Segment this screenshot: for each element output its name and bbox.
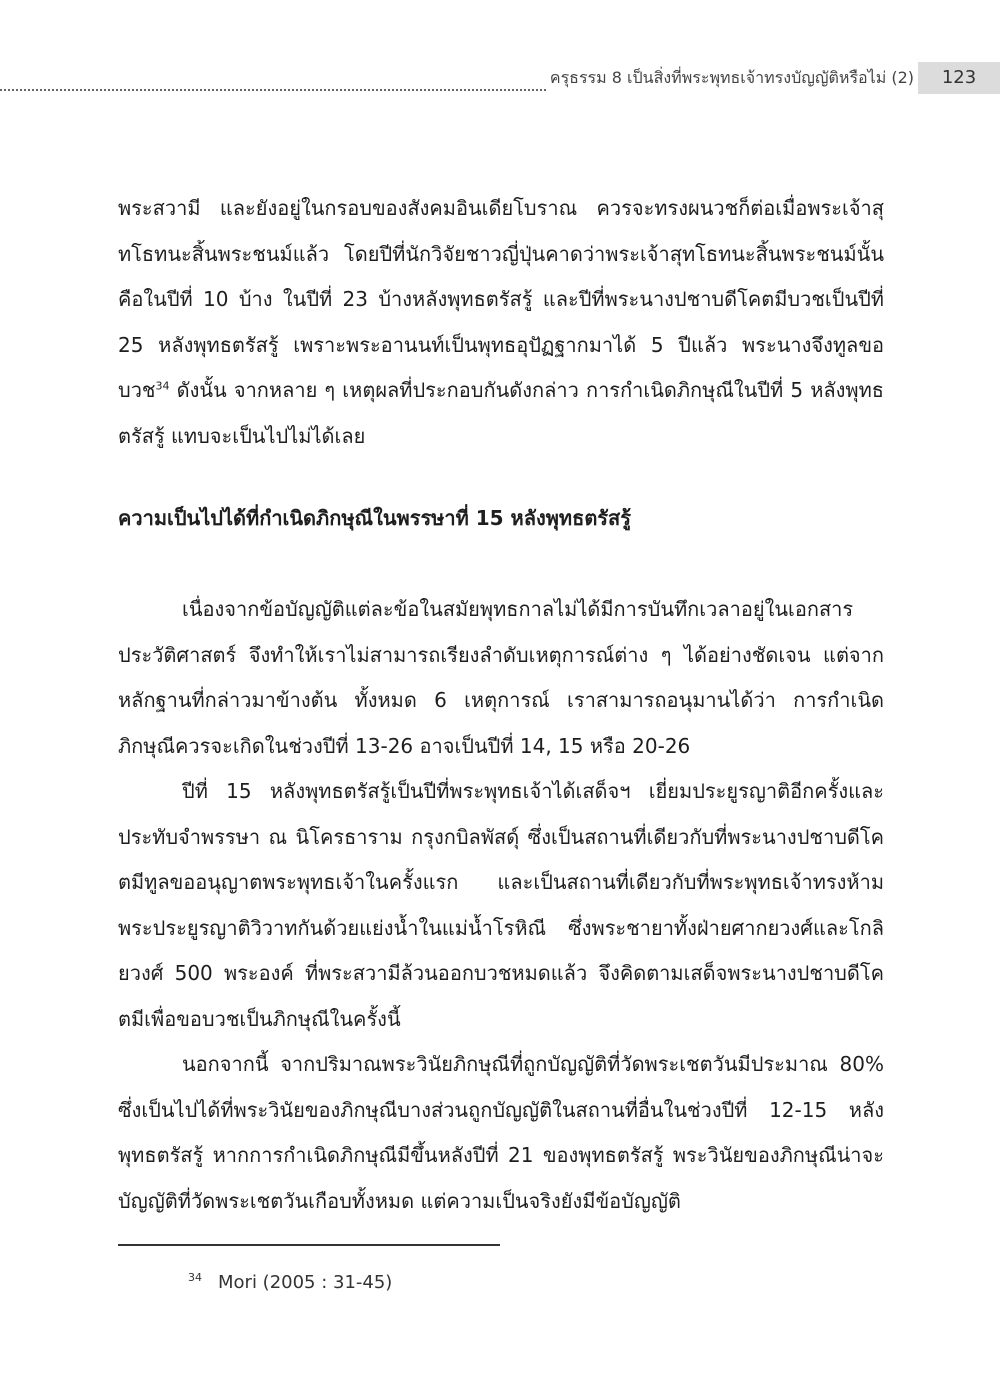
continuation-text-start: พระสวามี และยังอยู่ในกรอบของสังคมอินเดียโบราณ ควรจะทรงผนวชก็ต่อเมื่อพระเจ้าสุทโธทนะสิ้นพระชนม์แล้ว โดยปีที่นักวิจัยชาวญี่ปุ่นคาดว่าพระเจ้าสุทโธทนะสิ้นพระชนม์นั้นคือในปีที่ 10 บ้าง ในปีที่ 23 บ้างหลังพุทธตรัสรู้ และปีที่พระนางปชาบดีโคตมีบวชเป็นปีที่ 25 หลังพุทธตรัสรู้ เพราะพระอานนท์เป็นพุทธอุปัฏฐากมาได้ 5 ปีแล้ว พระนางจึงทูลขอบวช <box>118 196 884 402</box>
continuation-paragraph <box>118 186 884 459</box>
continuation-text-end: ดังนั้น จากหลาย ๆ เหตุผลที่ประกอบกันดังกล่าว การกำเนิดภิกษุณีในปีที่ 5 หลังพุทธตรัสรู้ แทบจะเป็นไปไม่ได้เลย <box>118 378 884 448</box>
section-heading: ความเป็นไปได้ที่กำเนิดภิกษุณีในพรรษาที่ 15 หลังพุทธตรัสรู้ <box>118 506 631 530</box>
body-paragraph-2: ปีที่ 15 หลังพุทธตรัสรู้เป็นปีที่พระพุทธเจ้าได้เสด็จฯ เยี่ยมประยูรญาติอีกครั้งและประทับจำพรรษา ณ นิโครธาราม กรุงกบิลพัสดุ์ ซึ่งเป็นสถานที่เดียวกับที่พระนางปชาบดีโคตมีทูลขออนุญาตพระพุทธเจ้าในครั้งแรก และเป็นสถานที่เดียวกับที่พระพุทธเจ้าทรงห้ามพระประยูรญาติวิวาทกันด้วยแย่งน้ำในแม่น้ำโรหิณี ซึ่งพระชายาทั้งฝ่ายศากยวงศ์และโกลิยวงศ์ 500 พระองค์ ที่พระสวามีล้วนออกบวชหมดแล้ว จึงคิดตามเสด็จพระนางปชาบดีโคตมีเพื่อขอบวชเป็นภิกษุณีในครั้งนี้ <box>118 779 884 1031</box>
body-paragraph-3: นอกจากนี้ จากปริมาณพระวินัยภิกษุณีที่ถูกบัญญัติที่วัดพระเชตวันมีประมาณ 80% ซึ่งเป็นไปได้ที่พระวินัยของภิกษุณีบางส่วนถูกบัญญัติในสถานที่อื่นในช่วงปีที่ 12-15 หลังพุทธตรัสรู้ หากการกำเนิดภิกษุณีมีขึ้นหลังปีที่ 21 ของพุทธตรัสรู้ พระวินัยของภิกษุณีน่าจะบัญญัติที่วัดพระเชตวันเกือบทั้งหมด แต่ความเป็นจริงยังมีข้อบัญญัติ <box>118 1052 884 1213</box>
footnote <box>188 1272 392 1293</box>
running-title: ครุธรรม 8 เป็นสิ่งที่พระพุทธเจ้าทรงบัญญัติหรือไม่ (2) <box>546 66 914 91</box>
body-paragraph-1: เนื่องจากข้อบัญญัติแต่ละข้อในสมัยพุทธกาลไม่ได้มีการบันทึกเวลาอยู่ในเอกสารประวัติศาสตร์ จึงทำให้เราไม่สามารถเรียงลำดับเหตุการณ์ต่าง ๆ ได้อย่างชัดเจน แต่จากหลักฐานที่กล่าวมาข้างต้น ทั้งหมด 6 เหตุการณ์ เราสามารถอนุมานได้ว่า การกำเนิดภิกษุณีควรจะเกิดในช่วงปีที่ 13-26 อาจเป็นปีที่ 14, 15 หรือ 20-26 <box>118 597 884 758</box>
footnote-number: 34 <box>188 1271 202 1284</box>
section-body <box>118 587 884 1224</box>
page-number: 123 <box>918 62 1000 94</box>
running-header <box>0 62 1000 96</box>
footnote-separator <box>118 1244 500 1246</box>
footnote-text: Mori (2005 : 31-45) <box>218 1272 393 1293</box>
footnote-reference[interactable]: 34 <box>155 379 170 393</box>
